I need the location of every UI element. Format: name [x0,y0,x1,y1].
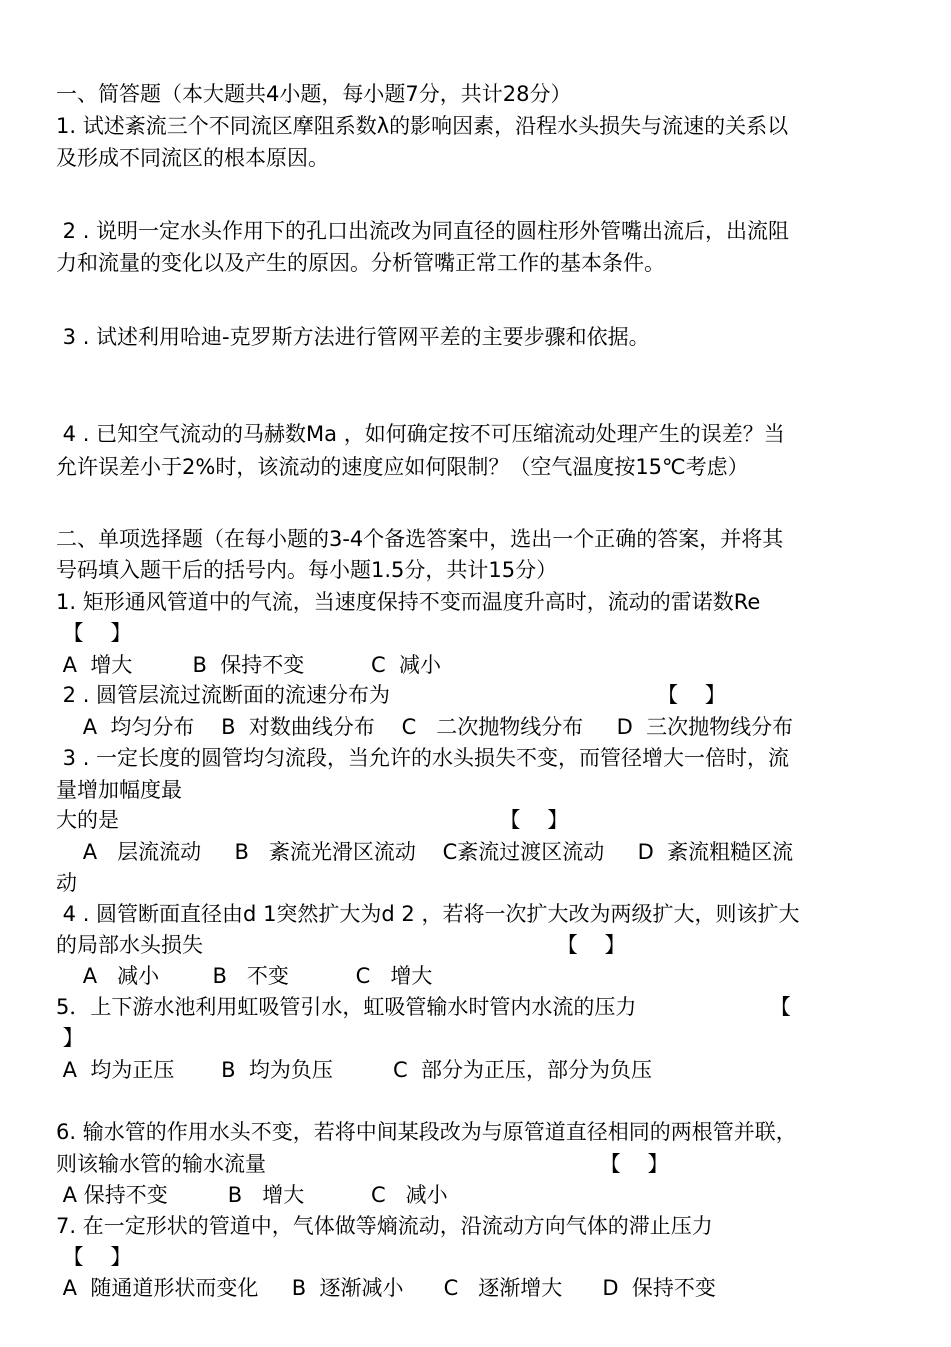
question-1-line-1: 1. 试述紊流三个不同流区摩阻系数λ的影响因素，沿程水头损失与流速的关系以 [56,114,789,138]
mc-1-bracket: 【 】 [56,621,132,645]
question-4-line-2: 允许误差小于2%时，该流动的速度应如何限制？（空气温度按15℃考虑） [56,455,749,479]
mc-3-options-line-2: 动 [56,871,77,895]
mc-2-options: A 均匀分布 B 对数曲线分布 C 二次抛物线分布 D 三次抛物线分布 [56,715,794,739]
section-2-heading-line-2: 号码填入题干后的括号内。每小题1.5分，共计15分） [56,558,558,582]
section-1-heading: 一、简答题（本大题共4小题，每小题7分，共计28分） [56,82,572,106]
mc-4-stem-line-1: 4 . 圆管断面直径由d 1突然扩大为d 2 ，若将一次扩大改为两级扩大，则该扩大 [56,902,800,926]
mc-7-stem: 7. 在一定形状的管道中，气体做等熵流动，沿流动方向气体的滞止压力 [56,1214,713,1238]
mc-3-stem-line-3: 大的是 【 】 [56,808,569,832]
mc-2-stem: 2 . 圆管层流过流断面的流速分布为 【 】 [56,683,726,707]
mc-4-stem-line-2: 的局部水头损失 【 】 [56,933,626,957]
mc-7-options: A 随通道形状而变化 B 逐渐减小 C 逐渐增大 D 保持不变 [56,1276,716,1300]
mc-3-stem-line-2: 量增加幅度最 [56,778,182,802]
mc-3-stem-line-1: 3 . 一定长度的圆管均匀流段，当允许的水头损失不变，而管径增大一倍时，流 [56,746,790,770]
mc-6-stem-line-1: 6. 输水管的作用水头不变，若将中间某段改为与原管道直径相同的两根管并联， [56,1120,797,1144]
mc-1-stem: 1. 矩形通风管道中的气流，当速度保持不变而温度升高时，流动的雷诺数Re [56,590,761,614]
mc-5-bracket: 】 [56,1026,84,1050]
question-2-line-1: 2 . 说明一定水头作用下的孔口出流改为同直径的圆柱形外管嘴出流后，出流阻 [56,219,790,243]
mc-6-options: A 保持不变 B 增大 C 减小 [56,1183,448,1207]
question-3-line: 3 . 试述利用哈迪-克罗斯方法进行管网平差的主要步骤和依据。 [56,325,650,349]
question-2-line-2: 力和流量的变化以及产生的原因。分析管嘴正常工作的基本条件。 [56,251,665,275]
mc-5-stem: 5．上下游水池利用虹吸管引水，虹吸管输水时管内水流的压力 【 [56,995,791,1019]
mc-3-options-line-1: A 层流流动 B 紊流光滑区流动 C紊流过渡区流动 D 紊流粗糙区流 [56,840,794,864]
mc-7-bracket: 【 】 [56,1245,132,1269]
mc-5-options: A 均为正压 B 均为负压 C 部分为正压，部分为负压 [56,1058,652,1082]
section-2-heading-line-1: 二、单项选择题（在每小题的3-4个备选答案中，选出一个正确的答案，并将其 [56,527,784,551]
question-4-line-1: 4 . 已知空气流动的马赫数Ma ，如何确定按不可压缩流动处理产生的误差？当 [56,422,785,446]
question-1-line-2: 及形成不同流区的根本原因。 [56,146,329,170]
mc-6-stem-line-2: 则该输水管的输水流量 【 】 [56,1152,669,1176]
mc-1-options: A 增大 B 保持不变 C 减小 [56,653,441,677]
mc-4-options: A 减小 B 不变 C 增大 [56,964,433,988]
